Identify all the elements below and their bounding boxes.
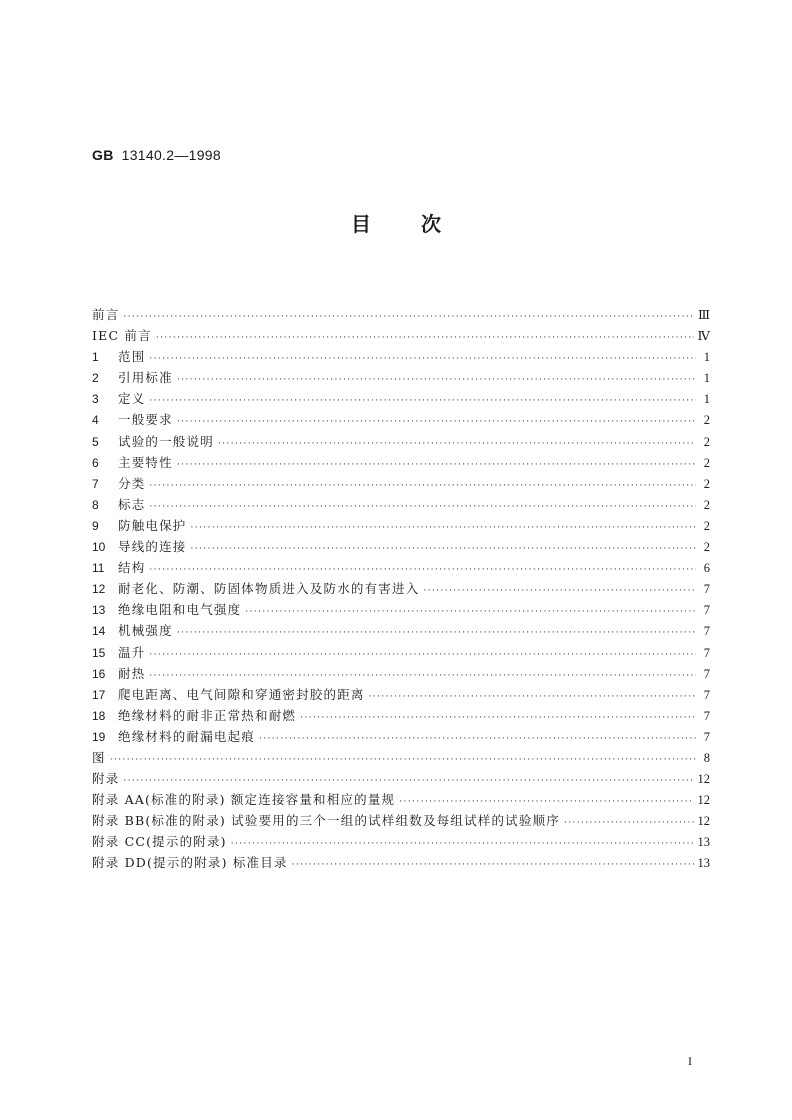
standard-prefix: GB [92,147,114,163]
toc-entry-page: Ⅲ [697,308,710,322]
toc-dot-leader [149,354,696,364]
toc-entry-label: 主要特性 [118,454,173,470]
toc-entry-number: 5 [92,434,99,449]
toc-entry-number: 3 [92,392,99,407]
toc-entry[interactable] [92,769,710,790]
toc-entry-number: 4 [92,413,99,428]
toc-dot-leader [245,607,696,617]
toc-dot-leader [218,439,696,449]
toc-title: 目次 [351,212,491,236]
toc-entry-label: 附录 DD(提示的附录) 标准目录 [92,855,288,871]
toc-entry-page: 2 [703,434,710,449]
toc-dot-leader [123,776,693,786]
toc-entry-page: 1 [703,371,710,386]
toc-entry-label: 附录 BB(标准的附录) 试验要用的三个一组的试样组数及每组试样的试验顺序 [92,813,560,829]
toc-dot-leader [564,818,694,828]
toc-entry-number: 2 [92,371,99,386]
toc-dot-leader [177,375,696,385]
standard-code [92,147,221,163]
toc-entry-label: 爬电距离、电气间隙和穿通密封胶的距离 [118,686,365,702]
toc-entry-number: 7 [92,476,99,491]
toc-entry[interactable] [92,389,710,410]
toc-entry[interactable] [92,748,710,769]
toc-entry[interactable] [92,600,710,621]
toc-entry-page: 2 [703,476,710,491]
toc-entry[interactable] [92,621,710,642]
toc-dot-leader [149,502,696,512]
toc-entry-label: 导线的连接 [118,539,187,555]
toc-entry-number: 19 [92,729,106,744]
toc-entry-label: 引用标准 [118,370,173,386]
toc-entry-page: 6 [703,561,710,576]
toc-entry-label: 机械强度 [118,623,173,639]
toc-entry[interactable] [92,811,710,832]
toc-dot-leader [123,312,694,322]
toc-dot-leader [259,734,696,744]
toc-dot-leader [191,544,696,554]
toc-dot-leader [177,628,696,638]
toc-entry-page: 7 [703,687,710,702]
toc-entry-page: Ⅳ [697,329,710,344]
toc-entry-number: 17 [92,687,106,702]
toc-entry-page: 2 [703,455,710,470]
toc-entry-page: 2 [703,518,710,533]
toc-entry-page: 7 [703,666,710,681]
toc-entry-label: 分类 [118,475,146,491]
toc-dot-leader [423,586,696,596]
toc-entry-page: 1 [703,392,710,407]
toc-entry-number: 1 [92,350,99,365]
toc-entry-label: 温升 [118,644,146,660]
toc-entry-page: 7 [703,645,710,660]
toc-dot-leader [149,671,696,681]
toc-entry[interactable] [92,643,710,664]
toc-entry-number: 14 [92,624,106,639]
toc-entry-label: 防触电保护 [118,517,187,533]
toc-entry[interactable] [92,368,710,389]
toc-entry-page: 12 [697,814,710,829]
toc-entry[interactable] [92,537,710,558]
toc-entry-page: 2 [703,413,710,428]
toc-entry[interactable] [92,495,710,516]
toc-entry-number: 15 [92,645,106,660]
toc-dot-leader [292,860,694,870]
toc-entry-label: 范围 [118,349,146,365]
toc-dot-leader [231,839,694,849]
toc-entry-page: 7 [703,708,710,723]
toc-entry-page: 7 [703,603,710,618]
standard-number: 13140.2—1998 [121,147,221,163]
toc-entry-page: 13 [697,856,710,871]
toc-entry-page: 7 [703,729,710,744]
toc-entry-label: 附录 AA(标准的附录) 额定连接容量和相应的量规 [92,792,396,808]
toc-entry[interactable] [92,432,710,453]
toc-entry[interactable] [92,790,710,811]
toc-entry-number: 13 [92,603,106,618]
toc-entry-label: 绝缘材料的耐非正常热和耐燃 [118,707,297,723]
toc-entry-label: 耐热 [118,665,146,681]
toc-entry-label: 耐老化、防潮、防固体物质进入及防水的有害进入 [118,581,420,597]
toc-entry-page: 2 [703,497,710,512]
toc-entry-page: 7 [703,624,710,639]
toc-entry-number: 6 [92,455,99,470]
toc-entry-label: 结构 [118,560,146,576]
toc-entry-label: 前言 [92,307,120,322]
toc-dot-leader [110,755,696,765]
toc-entry[interactable] [92,305,710,326]
toc-entry-label: 一般要求 [118,412,173,428]
toc-entry-number: 12 [92,582,106,597]
toc-entry[interactable] [92,664,710,685]
toc-entry[interactable] [92,474,710,495]
table-of-contents [92,305,710,875]
toc-entry-label: IEC 前言 [92,328,152,344]
toc-entry[interactable] [92,516,710,537]
toc-entry-page: 1 [703,350,710,365]
toc-entry-label: 附录 CC(提示的附录) [92,834,227,850]
toc-entry-label: 试验的一般说明 [118,433,214,449]
toc-entry-label: 标志 [118,496,146,512]
toc-entry-number: 10 [92,540,106,555]
toc-dot-leader [149,481,696,491]
page-number: I [688,1054,692,1068]
toc-entry-page: 13 [697,835,710,850]
toc-entry-label: 定义 [118,391,146,407]
toc-entry[interactable] [92,832,710,853]
toc-dot-leader [149,565,696,575]
toc-entry-number: 16 [92,666,106,681]
toc-entry[interactable] [92,706,710,727]
toc-dot-leader [149,650,696,660]
toc-entry-page: 2 [703,540,710,555]
toc-entry[interactable] [92,410,710,431]
toc-entry[interactable] [92,853,710,874]
toc-dot-leader [191,523,696,533]
toc-entry[interactable] [92,579,710,600]
toc-entry[interactable] [92,326,710,347]
toc-entry-number: 9 [92,518,99,533]
toc-entry-number: 11 [92,561,105,576]
toc-dot-leader [177,417,696,427]
toc-dot-leader [177,460,696,470]
toc-dot-leader [149,396,696,406]
toc-entry-label: 附录 [92,771,120,787]
toc-entry[interactable] [92,347,710,368]
toc-entry-label: 绝缘材料的耐漏电起痕 [118,728,256,744]
toc-dot-leader [300,713,696,723]
toc-entry[interactable] [92,685,710,706]
toc-entry-number: 8 [92,497,99,512]
toc-entry-page: 7 [703,582,710,597]
toc-entry-label: 绝缘电阻和电气强度 [118,602,242,618]
toc-entry[interactable] [92,727,710,748]
toc-entry-page: 8 [703,750,710,765]
toc-entry-page: 12 [697,772,710,787]
toc-entry-label: 图 [92,749,106,765]
toc-entry[interactable] [92,453,710,474]
toc-dot-leader [156,333,694,343]
toc-entry[interactable] [92,558,710,579]
toc-entry-number: 18 [92,708,106,723]
toc-dot-leader [399,797,693,807]
toc-dot-leader [369,692,696,702]
toc-entry-page: 12 [697,793,710,808]
